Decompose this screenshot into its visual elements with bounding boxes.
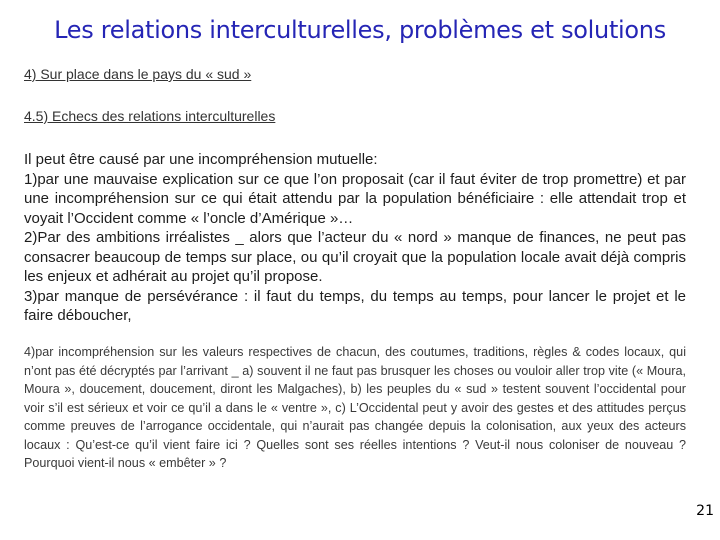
point-1: 1)par une mauvaise explication sur ce que l’on proposait (car il faut éviter de trop promettre) et par une incompréhension sur ce qui était attendu par la population bénéficiaire : elle attendait trop et voyait l’Occident comme « l’oncle d’Amérique »…: [24, 170, 686, 227]
point-2: 2)Par des ambitions irréalistes _ alors que l’acteur du « nord » manque de finances, ne peut pas consacrer beaucoup de temps sur place, ou qu’il croyait que la population locale avait déjà compris les enjeux et adhérait au projet qu’il propose.: [24, 229, 686, 285]
slide-title: Les relations interculturelles, problèmes et solutions: [54, 16, 666, 44]
point-3: 3)par manque de persévérance : il faut du temps, du temps au temps, pour lancer le projet et le faire déboucher,: [24, 287, 686, 324]
main-text-block: [24, 150, 686, 326]
section-heading: 4) Sur place dans le pays du « sud »: [24, 66, 252, 82]
intro-line: Il peut être causé par une incompréhension mutuelle:: [24, 151, 378, 168]
point-4: 4)par incompréhension sur les valeurs respectives de chacun, des coutumes, traditions, règles & codes locaux, qui n’ont pas été décryptés par l’arrivant _ a) souvent il ne faut pas brusquer les choses ou vouloir aller trop vite (« Moura, Moura », doucement, doucement, diront les Malgaches), b) les peuples du « sud » testent souvent l’occidental pour voir s’il est sérieux et voir ce qu’il a dans le « ventre », c) L’Occidental peut y avoir des gestes et des attitudes perçus comme preuves de l’arrogance occidentale, qui n’aurait pas changée depuis la colonisation, aux yeux des acteurs locaux : Qu’est-ce qu’il vient faire ici ? Quelles sont ses réelles intentions ? Veut-il nous coloniser de nouveau ? Pourquoi vient-il nous « embêter » ?: [24, 345, 686, 470]
subsection-heading: 4.5) Echecs des relations interculturelles: [24, 108, 276, 124]
page-number: 21: [696, 503, 714, 519]
